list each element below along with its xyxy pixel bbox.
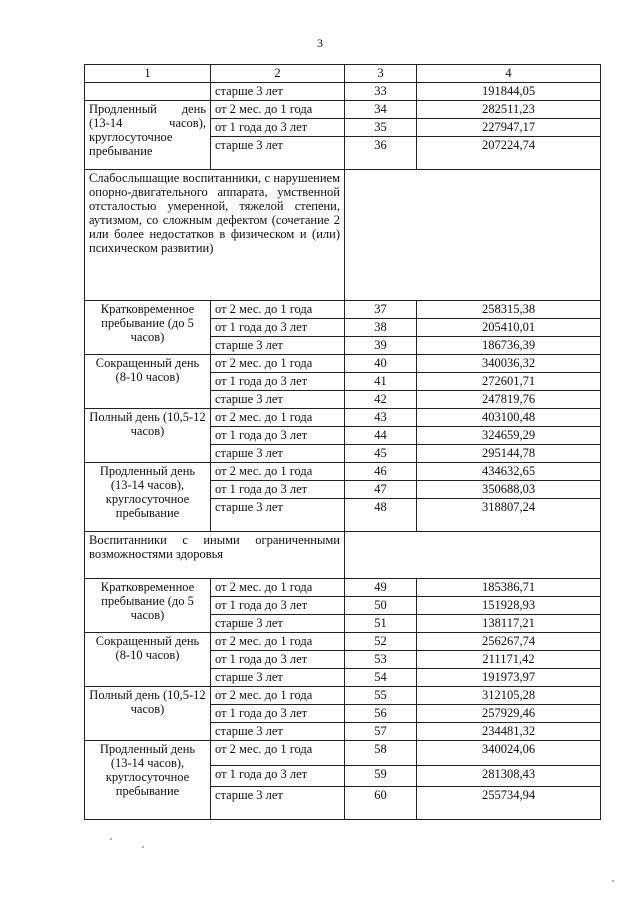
amount-cell: 256267,74 [417, 633, 601, 651]
number-cell: 37 [345, 301, 417, 319]
amount-cell: 434632,65 [417, 463, 601, 481]
page-number: 3 [317, 36, 323, 50]
amount-cell: 281308,43 [417, 766, 601, 787]
group-heading-blank [345, 532, 601, 579]
number-cell: 53 [345, 651, 417, 669]
number-cell: 33 [345, 83, 417, 101]
amount-cell: 295144,78 [417, 445, 601, 463]
age-cell: старше 3 лет [211, 669, 345, 687]
amount-cell: 340036,32 [417, 355, 601, 373]
number-cell: 49 [345, 579, 417, 597]
age-cell: от 1 года до 3 лет [211, 705, 345, 723]
group-heading-row [85, 532, 601, 579]
age-cell: от 1 года до 3 лет [211, 481, 345, 499]
number-cell: 55 [345, 687, 417, 705]
amount-cell: 257929,46 [417, 705, 601, 723]
age-cell: от 2 мес. до 1 года [211, 463, 345, 481]
number-cell: 41 [345, 373, 417, 391]
amount-cell: 282511,23 [417, 101, 601, 119]
table-row [85, 83, 601, 101]
age-cell: старше 3 лет [211, 445, 345, 463]
amount-cell: 151928,93 [417, 597, 601, 615]
amount-cell: 324659,29 [417, 427, 601, 445]
amount-cell: 234481,32 [417, 723, 601, 741]
number-cell: 51 [345, 615, 417, 633]
amount-cell: 207224,74 [417, 137, 601, 170]
table-row [85, 409, 601, 427]
group-heading-blank [345, 170, 601, 301]
age-cell: от 2 мес. до 1 года [211, 101, 345, 119]
age-cell: старше 3 лет [211, 391, 345, 409]
age-cell: старше 3 лет [211, 83, 345, 101]
column-header: 1 [85, 65, 211, 83]
amount-cell: 205410,01 [417, 319, 601, 337]
table-header-row [85, 65, 601, 83]
number-cell: 57 [345, 723, 417, 741]
amount-cell: 247819,76 [417, 391, 601, 409]
number-cell: 50 [345, 597, 417, 615]
mode-cell: Полный день (10,5-12 часов) [85, 687, 211, 741]
table-row [85, 579, 601, 597]
age-cell: старше 3 лет [211, 499, 345, 532]
number-cell: 45 [345, 445, 417, 463]
mode-cell: Продленный день (13-14 часов), круглосуточное пребывание [85, 741, 211, 820]
amount-cell: 403100,48 [417, 409, 601, 427]
age-cell: старше 3 лет [211, 615, 345, 633]
amount-cell: 258315,38 [417, 301, 601, 319]
number-cell: 36 [345, 137, 417, 170]
age-cell: от 2 мес. до 1 года [211, 633, 345, 651]
age-cell: старше 3 лет [211, 723, 345, 741]
scan-speck [110, 838, 112, 840]
number-cell: 46 [345, 463, 417, 481]
amount-cell: 211171,42 [417, 651, 601, 669]
number-cell: 59 [345, 766, 417, 787]
age-cell: от 1 года до 3 лет [211, 119, 345, 137]
number-cell: 48 [345, 499, 417, 532]
number-cell: 47 [345, 481, 417, 499]
number-cell: 56 [345, 705, 417, 723]
mode-cell: Кратковременное пребывание (до 5 часов) [85, 579, 211, 633]
amount-cell: 191844,05 [417, 83, 601, 101]
table-row [85, 687, 601, 705]
amount-cell: 186736,39 [417, 337, 601, 355]
table-row [85, 463, 601, 481]
group-heading-row [85, 170, 601, 301]
amount-cell: 272601,71 [417, 373, 601, 391]
number-cell: 43 [345, 409, 417, 427]
age-cell: от 1 года до 3 лет [211, 373, 345, 391]
amount-cell: 318807,24 [417, 499, 601, 532]
amount-cell: 191973,97 [417, 669, 601, 687]
mode-cell: Полный день (10,5-12 часов) [85, 409, 211, 463]
age-cell: от 1 года до 3 лет [211, 597, 345, 615]
tariff-table [84, 64, 601, 820]
scan-speck [142, 846, 144, 848]
amount-cell: 312105,28 [417, 687, 601, 705]
mode-cell: Продленный день (13-14 часов), круглосуточное пребывание [85, 463, 211, 532]
age-cell: старше 3 лет [211, 337, 345, 355]
number-cell: 52 [345, 633, 417, 651]
number-cell: 35 [345, 119, 417, 137]
mode-cell: Продленный день (13-14 часов), круглосуточное пребывание [85, 101, 211, 170]
amount-cell: 185386,71 [417, 579, 601, 597]
column-header: 3 [345, 65, 417, 83]
table-row [85, 101, 601, 119]
column-header: 4 [417, 65, 601, 83]
amount-cell: 138117,21 [417, 615, 601, 633]
table-row [85, 355, 601, 373]
amount-cell: 340024,06 [417, 741, 601, 766]
age-cell: от 1 года до 3 лет [211, 651, 345, 669]
age-cell: от 1 года до 3 лет [211, 766, 345, 787]
group-heading: Слабослышащие воспитанники, с нарушением опорно-двигательного аппарата, умственной отсталостью умеренной, тяжелой степени, аутизмом, со сложным дефектом (сочетание 2 или более недостатков в физическом и (или) психическом развитии) [85, 170, 345, 301]
amount-cell: 350688,03 [417, 481, 601, 499]
age-cell: от 2 мес. до 1 года [211, 741, 345, 766]
table-row [85, 633, 601, 651]
column-header: 2 [211, 65, 345, 83]
number-cell: 42 [345, 391, 417, 409]
table-row [85, 301, 601, 319]
scan-speck [612, 880, 614, 882]
number-cell: 40 [345, 355, 417, 373]
number-cell: 44 [345, 427, 417, 445]
number-cell: 60 [345, 787, 417, 820]
mode-cell: Сокращенный день (8-10 часов) [85, 633, 211, 687]
amount-cell: 255734,94 [417, 787, 601, 820]
mode-cell: Кратковременное пребывание (до 5 часов) [85, 301, 211, 355]
age-cell: старше 3 лет [211, 787, 345, 820]
age-cell: старше 3 лет [211, 137, 345, 170]
number-cell: 54 [345, 669, 417, 687]
age-cell: от 2 мес. до 1 года [211, 409, 345, 427]
number-cell: 39 [345, 337, 417, 355]
age-cell: от 2 мес. до 1 года [211, 579, 345, 597]
table-row [85, 741, 601, 766]
age-cell: от 2 мес. до 1 года [211, 355, 345, 373]
mode-cell: Сокращенный день (8-10 часов) [85, 355, 211, 409]
mode-cell-empty [85, 83, 211, 101]
group-heading: Воспитанники с иными ограниченными возможностями здоровья [85, 532, 345, 579]
age-cell: от 2 мес. до 1 года [211, 301, 345, 319]
age-cell: от 1 года до 3 лет [211, 427, 345, 445]
age-cell: от 1 года до 3 лет [211, 319, 345, 337]
number-cell: 58 [345, 741, 417, 766]
age-cell: от 2 мес. до 1 года [211, 687, 345, 705]
amount-cell: 227947,17 [417, 119, 601, 137]
number-cell: 38 [345, 319, 417, 337]
number-cell: 34 [345, 101, 417, 119]
